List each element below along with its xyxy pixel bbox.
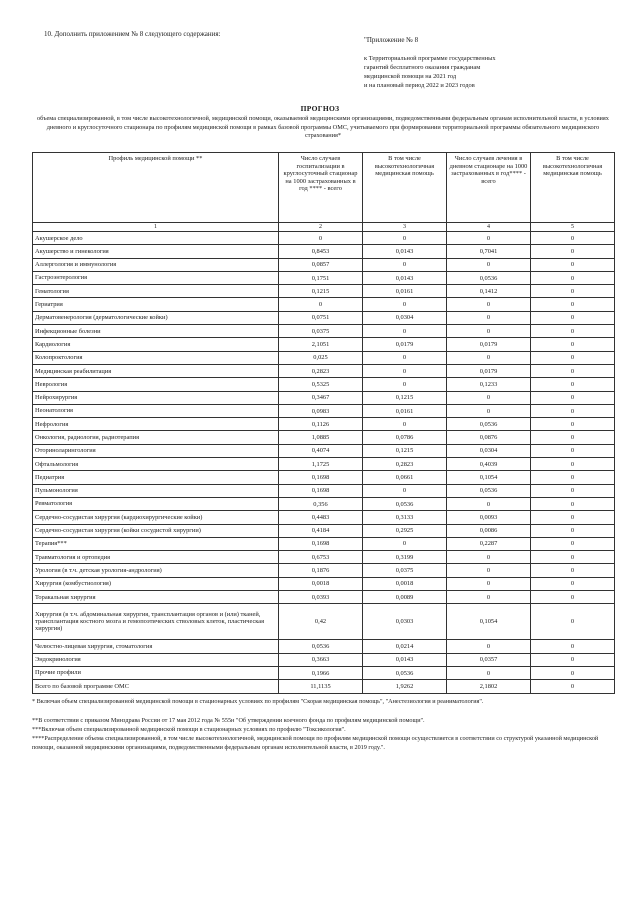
day-hospital-total-cell: 0,0357 [447,653,531,666]
inpatient-total-cell: 0,356 [279,497,363,510]
day-hospital-total-cell: 0,7041 [447,245,531,258]
day-hospital-total-cell: 0 [447,325,531,338]
inpatient-hitech-cell: 0,0161 [363,404,447,417]
table-row [33,298,615,311]
table-row [33,564,615,577]
profile-cell: Хирургия (в т.ч. абдоминальная хирургия, трансплантация органов и (или) тканей, трансплантация костного мозга и гемопоэтических стволовых клеток, пластическая хирургия) [33,604,279,640]
table-row [33,431,615,444]
inpatient-hitech-cell: 0,1215 [363,391,447,404]
day-hospital-total-cell: 0 [447,298,531,311]
inpatient-hitech-cell: 1,9262 [363,680,447,693]
day-hospital-total-cell: 0 [447,564,531,577]
day-hospital-hitech-cell: 0 [531,298,615,311]
table-row [33,311,615,324]
day-hospital-hitech-cell: 0 [531,444,615,457]
table-row [33,524,615,537]
inpatient-total-cell: 0,1751 [279,271,363,284]
table-row [33,497,615,510]
day-hospital-total-cell: 0,1054 [447,604,531,640]
profile-cell: Урология (в т.ч. детская урология-андрология) [33,564,279,577]
day-hospital-hitech-cell: 0 [531,577,615,590]
day-hospital-hitech-cell: 0 [531,285,615,298]
table-body [33,232,615,694]
inpatient-hitech-cell: 0 [363,418,447,431]
inpatient-hitech-cell: 0,0143 [363,271,447,284]
profile-cell: Офтальмология [33,458,279,471]
inpatient-hitech-cell: 0,0161 [363,285,447,298]
table-row [33,271,615,284]
appendix-line: гарантий бесплатного оказания гражданам [364,64,481,71]
day-hospital-total-cell: 0,1233 [447,378,531,391]
day-hospital-total-cell: 0,2287 [447,537,531,550]
profile-cell: Хирургия (комбустиология) [33,577,279,590]
profile-cell: Гериатрия [33,298,279,311]
profile-cell: Сердечно-сосудистая хирургия (койки сосудистой хирургии) [33,524,279,537]
inpatient-total-cell: 0,6753 [279,551,363,564]
inpatient-total-cell: 0,0375 [279,325,363,338]
table-row [33,604,615,640]
day-hospital-hitech-cell: 0 [531,653,615,666]
inpatient-hitech-cell: 0,0661 [363,471,447,484]
day-hospital-hitech-cell: 0 [531,484,615,497]
day-hospital-hitech-cell: 0 [531,497,615,510]
day-hospital-total-cell: 2,1802 [447,680,531,693]
day-hospital-total-cell: 0,0536 [447,418,531,431]
day-hospital-total-cell: 0,0304 [447,444,531,457]
column-header: Число случаев госпитализации в круглосуточный стационар на 1000 застрахованных в год **** - всего [279,153,363,223]
day-hospital-total-cell: 0 [447,351,531,364]
profile-cell: Прочие профили [33,666,279,679]
inpatient-total-cell: 0,4483 [279,511,363,524]
inpatient-total-cell: 0,1215 [279,285,363,298]
profile-cell: Педиатрия [33,471,279,484]
inpatient-hitech-cell: 0,2823 [363,458,447,471]
table-row [33,458,615,471]
profile-cell: Инфекционные болезни [33,325,279,338]
day-hospital-hitech-cell: 0 [531,591,615,604]
inpatient-hitech-cell: 0,0143 [363,653,447,666]
inpatient-hitech-cell: 0,0214 [363,640,447,653]
day-hospital-total-cell: 0 [447,311,531,324]
inpatient-total-cell: 0,025 [279,351,363,364]
inpatient-hitech-cell: 0,3199 [363,551,447,564]
day-hospital-total-cell: 0,0179 [447,364,531,377]
day-hospital-total-cell: 0 [447,391,531,404]
column-number: 1 [33,223,279,232]
table-row [33,232,615,245]
profile-cell: Гематология [33,285,279,298]
day-hospital-hitech-cell: 0 [531,338,615,351]
footnote: ***Включая объем специализированной медицинской помощи в стационарных условиях по профилю "Токсикология". [32,726,346,733]
profile-cell: Челюстно-лицевая хирургия, стоматология [33,640,279,653]
day-hospital-hitech-cell: 0 [531,431,615,444]
profile-cell: Ревматология [33,497,279,510]
table-row [33,391,615,404]
inpatient-total-cell: 0,0751 [279,311,363,324]
inpatient-total-cell: 0,0536 [279,640,363,653]
table-row [33,653,615,666]
column-number: 3 [363,223,447,232]
profile-cell: Колопроктология [33,351,279,364]
inpatient-total-cell: 0,8453 [279,245,363,258]
inpatient-total-cell: 0,1966 [279,666,363,679]
inpatient-total-cell: 0,1876 [279,564,363,577]
inpatient-total-cell: 0,1698 [279,537,363,550]
table-row [33,471,615,484]
profile-cell: Нефрология [33,418,279,431]
inpatient-total-cell: 0,5325 [279,378,363,391]
inpatient-total-cell: 0,1698 [279,484,363,497]
day-hospital-hitech-cell: 0 [531,418,615,431]
day-hospital-hitech-cell: 0 [531,311,615,324]
document-title: ПРОГНОЗ [300,104,340,113]
forecast-table [32,152,615,694]
day-hospital-hitech-cell: 0 [531,378,615,391]
inpatient-hitech-cell: 0 [363,232,447,245]
footnotes [32,697,618,752]
profile-cell: Акушерство и гинекология [33,245,279,258]
day-hospital-total-cell: 0 [447,666,531,679]
column-number: 5 [531,223,615,232]
inpatient-hitech-cell: 0,0143 [363,245,447,258]
profile-cell: Кардиология [33,338,279,351]
appendix-block [364,36,614,90]
inpatient-hitech-cell: 0 [363,258,447,271]
inpatient-total-cell: 0 [279,232,363,245]
profile-cell: Медицинская реабилитация [33,364,279,377]
table-row [33,577,615,590]
table-row [33,444,615,457]
inpatient-hitech-cell: 0,0375 [363,564,447,577]
table-row [33,338,615,351]
profile-cell: Сердечно-сосудистая хирургия (кардиохирургические койки) [33,511,279,524]
footnote: ****Распределение объема специализированной, в том числе высокотехнологичной, медицинской помощи по профилям медицинской помощи осуществляется в соответствии со структурой указанной медицинской помощи, оказанной медицинскими организациями, подведомственными федеральным органам исполнительной власти, в 2019 году.". [32,735,599,751]
inpatient-total-cell: 0,0018 [279,577,363,590]
day-hospital-total-cell: 0,1054 [447,471,531,484]
profile-cell: Оториноларингология [33,444,279,457]
day-hospital-hitech-cell: 0 [531,666,615,679]
day-hospital-total-cell: 0,4039 [447,458,531,471]
profile-cell: Нейрохирургия [33,391,279,404]
day-hospital-total-cell: 0 [447,404,531,417]
day-hospital-total-cell: 0,0536 [447,484,531,497]
table-row [33,680,615,693]
day-hospital-hitech-cell: 0 [531,404,615,417]
day-hospital-hitech-cell: 0 [531,232,615,245]
table-header-row [33,153,615,223]
day-hospital-total-cell: 0 [447,232,531,245]
profile-cell: Травматология и ортопедия [33,551,279,564]
table-row [33,245,615,258]
column-number: 4 [447,223,531,232]
inpatient-total-cell: 0 [279,298,363,311]
inpatient-total-cell: 0,0857 [279,258,363,271]
day-hospital-total-cell: 0,0876 [447,431,531,444]
day-hospital-total-cell: 0,0093 [447,511,531,524]
inpatient-hitech-cell: 0 [363,484,447,497]
day-hospital-hitech-cell: 0 [531,511,615,524]
table-row [33,591,615,604]
inpatient-hitech-cell: 0,0089 [363,591,447,604]
profile-cell: Неонатология [33,404,279,417]
inpatient-hitech-cell: 0 [363,351,447,364]
inpatient-hitech-cell: 0 [363,364,447,377]
profile-cell: Терапия*** [33,537,279,550]
inpatient-hitech-cell: 0,2925 [363,524,447,537]
table-row [33,537,615,550]
table-row [33,666,615,679]
inpatient-total-cell: 0,3663 [279,653,363,666]
column-header: Число случаев лечения в дневном стационаре на 1000 застрахованных в год**** - всего [447,153,531,223]
table-row [33,258,615,271]
footnote: **В соответствии с приказом Минздрава России от 17 мая 2012 года № 555н "Об утверждении коечного фонда по профилям медицинской помощи". [32,717,425,724]
table-row [33,551,615,564]
document-description: объема специализированной, в том числе высокотехнологичной, медицинской помощи, оказываемой медицинскими организациями, подведомственными федеральным органам исполнительной власти, в условиях дневного и круглосуточного стационара по профилям медицинской помощи в рамках базовой программы ОМС, учитываемого при формировании территориальной программы обязательного медицинского страхования* [37,115,609,139]
profile-cell: Онкология, радиология, радиотерапия [33,431,279,444]
profile-cell: Аллергология и иммунология [33,258,279,271]
table-row [33,404,615,417]
table-row [33,325,615,338]
intro-line: 10. Дополнить приложением № 8 следующего содержания: [44,30,221,38]
table-row [33,378,615,391]
day-hospital-total-cell: 0 [447,551,531,564]
appendix-line: к Территориальной программе государственных [364,55,496,62]
inpatient-hitech-cell: 0,0018 [363,577,447,590]
inpatient-total-cell: 0,2823 [279,364,363,377]
day-hospital-hitech-cell: 0 [531,391,615,404]
inpatient-total-cell: 0,0983 [279,404,363,417]
inpatient-total-cell: 0,1698 [279,471,363,484]
inpatient-hitech-cell: 0,0303 [363,604,447,640]
table-row [33,351,615,364]
appendix-title: "Приложение № 8 [364,36,419,44]
day-hospital-hitech-cell: 0 [531,604,615,640]
day-hospital-hitech-cell: 0 [531,680,615,693]
day-hospital-hitech-cell: 0 [531,524,615,537]
table-row [33,285,615,298]
day-hospital-total-cell: 0 [447,640,531,653]
day-hospital-total-cell: 0,0086 [447,524,531,537]
inpatient-total-cell: 11,1135 [279,680,363,693]
inpatient-hitech-cell: 0,1215 [363,444,447,457]
day-hospital-hitech-cell: 0 [531,325,615,338]
profile-cell: Пульмонология [33,484,279,497]
day-hospital-total-cell: 0 [447,258,531,271]
day-hospital-total-cell: 0,1412 [447,285,531,298]
inpatient-hitech-cell: 0 [363,298,447,311]
inpatient-hitech-cell: 0,0536 [363,497,447,510]
inpatient-hitech-cell: 0 [363,325,447,338]
inpatient-hitech-cell: 0 [363,537,447,550]
inpatient-total-cell: 0,4184 [279,524,363,537]
inpatient-hitech-cell: 0,3133 [363,511,447,524]
inpatient-total-cell: 0,42 [279,604,363,640]
profile-cell: Неврология [33,378,279,391]
day-hospital-hitech-cell: 0 [531,564,615,577]
column-number-row [33,223,615,232]
column-header: Профиль медицинской помощи ** [33,153,279,223]
profile-cell: Торакальная хирургия [33,591,279,604]
day-hospital-hitech-cell: 0 [531,364,615,377]
day-hospital-hitech-cell: 0 [531,458,615,471]
day-hospital-total-cell: 0,0179 [447,338,531,351]
appendix-line: и на плановый период 2022 и 2023 годов [364,82,475,89]
table-row [33,418,615,431]
day-hospital-hitech-cell: 0 [531,471,615,484]
day-hospital-hitech-cell: 0 [531,258,615,271]
day-hospital-hitech-cell: 0 [531,351,615,364]
day-hospital-total-cell: 0 [447,591,531,604]
day-hospital-hitech-cell: 0 [531,551,615,564]
inpatient-hitech-cell: 0 [363,378,447,391]
table-row [33,511,615,524]
table-row [33,364,615,377]
profile-cell: Акушерское дело [33,232,279,245]
day-hospital-total-cell: 0 [447,577,531,590]
inpatient-total-cell: 1,1725 [279,458,363,471]
day-hospital-hitech-cell: 0 [531,245,615,258]
profile-cell: Дерматовенерология (дерматологические койки) [33,311,279,324]
day-hospital-total-cell: 0,0536 [447,271,531,284]
inpatient-hitech-cell: 0,0786 [363,431,447,444]
appendix-line: медицинской помощи на 2021 год [364,73,457,80]
day-hospital-hitech-cell: 0 [531,271,615,284]
inpatient-total-cell: 0,1126 [279,418,363,431]
day-hospital-total-cell: 0 [447,497,531,510]
table-row [33,640,615,653]
inpatient-total-cell: 1,0885 [279,431,363,444]
inpatient-total-cell: 0,4074 [279,444,363,457]
inpatient-hitech-cell: 0,0179 [363,338,447,351]
column-header: В том числе высокотехнологичная медицинская помощь [531,153,615,223]
profile-cell: Гастроэнтерология [33,271,279,284]
inpatient-hitech-cell: 0,0536 [363,666,447,679]
day-hospital-hitech-cell: 0 [531,640,615,653]
column-number: 2 [279,223,363,232]
profile-cell: Эндокринология [33,653,279,666]
inpatient-total-cell: 0,0393 [279,591,363,604]
column-header: В том числе высокотехнологичная медицинская помощь [363,153,447,223]
inpatient-total-cell: 0,3467 [279,391,363,404]
inpatient-total-cell: 2,1051 [279,338,363,351]
profile-cell: Всего по базовой программе ОМС [33,680,279,693]
table-row [33,484,615,497]
inpatient-hitech-cell: 0,0304 [363,311,447,324]
day-hospital-hitech-cell: 0 [531,537,615,550]
footnote: * Включая объем специализированной медицинской помощи в стационарных условиях по профилям "Скорая медицинская помощь", "Анестезиология и реаниматология". [32,698,484,705]
